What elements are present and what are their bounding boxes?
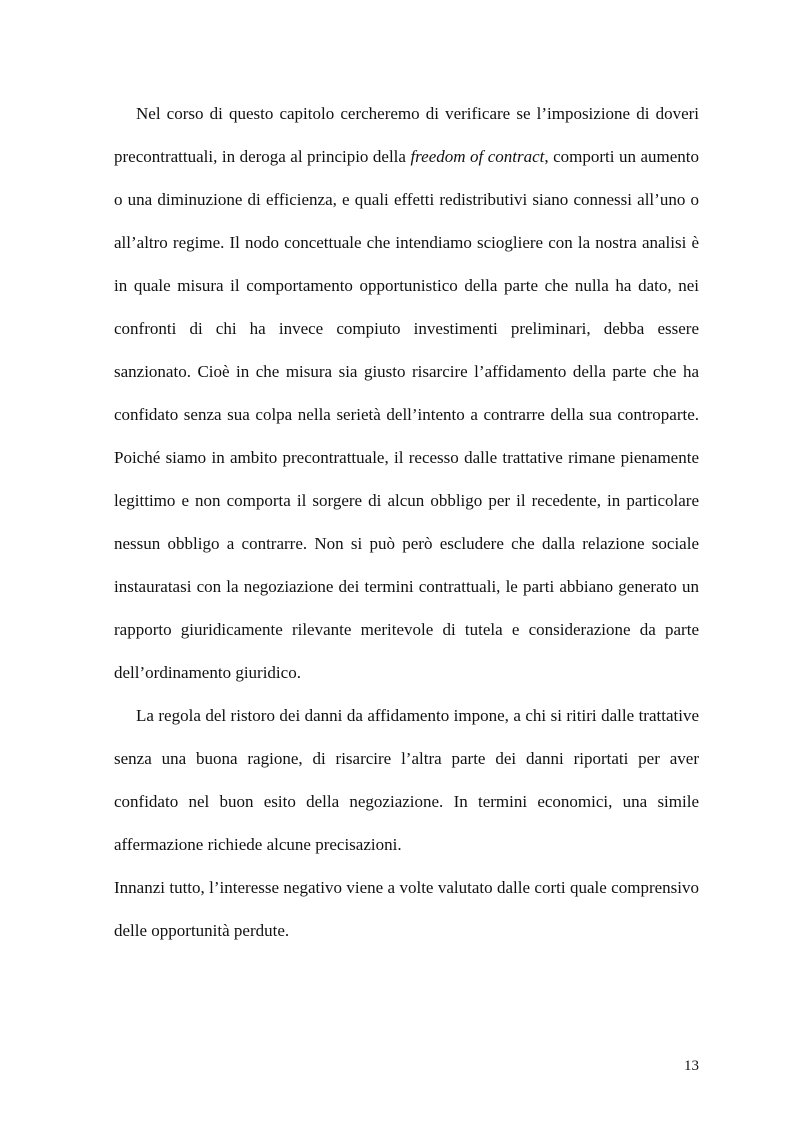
paragraph-2: La regola del ristoro dei danni da affidamento impone, a chi si ritiri dalle trattative senza una buona ragione, di risarcire l’altra parte dei danni riportati per aver confidato nel buon esito della negoziazione. In termini economici, una simile affermazione richiede alcune precisazioni. <box>114 706 699 854</box>
page-number: 13 <box>684 1058 699 1074</box>
paragraph-3: Innanzi tutto, l’interesse negativo viene a volte valutato dalle corti quale comprensivo delle opportunità perdute. <box>114 878 699 940</box>
paragraph-1-text-end: , comporti un aumento o una diminuzione di efficienza, e quali effetti redistributivi siano connessi all’uno o all’altro regime. Il nodo concettuale che intendiamo sciogliere con la nostra analisi è in quale misura il comportamento opportunistico della parte che nulla ha dato, nei confronti di chi ha invece compiuto investimenti preliminari, debba essere sanzionato. Cioè in che misura sia giusto risarcire l’affidamento della parte che ha confidato senza sua colpa nella serietà dell’intento a contrarre della sua controparte. Poiché siamo in ambito precontrattuale, il recesso dalle trattative rimane pienamente legittimo e non comporta il sorgere di alcun obbligo per il recedente, in particolare nessun obbligo a contrarre. Non si può però escludere che dalla relazione sociale instauratasi con la negoziazione dei termini contrattuali, le parti abbiano generato un rapporto giuridicamente rilevante meritevole di tutela e considerazione da parte dell’ordinamento giuridico. <box>114 147 700 682</box>
paragraph-1 <box>114 92 699 694</box>
document-page <box>114 92 699 952</box>
italic-term: freedom of contract <box>410 147 545 166</box>
paragraph-1-text-start: Nel corso di questo capitolo cercheremo di verificare se l’imposizione di doveri precontrattuali, in deroga al principio della <box>114 104 699 166</box>
